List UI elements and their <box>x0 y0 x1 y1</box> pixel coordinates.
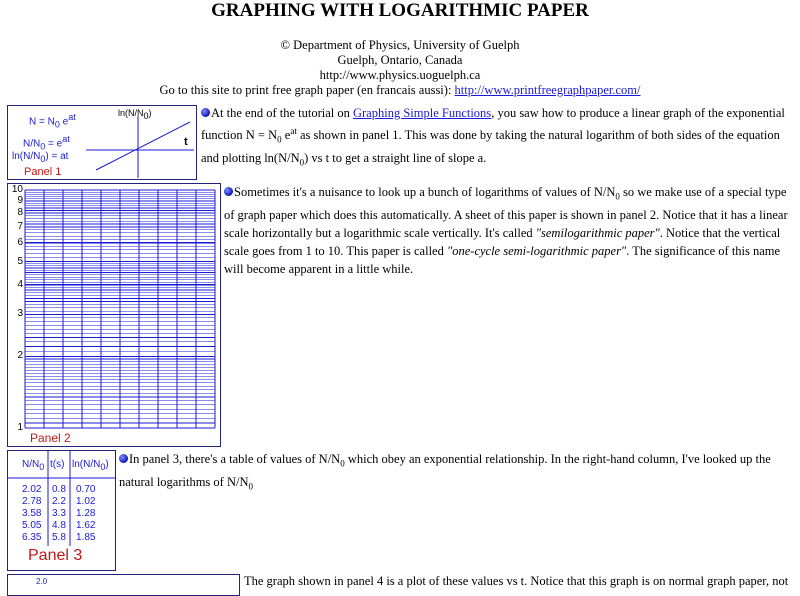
panel4-partial-label: 2.0 <box>36 577 48 586</box>
panel3-cell: 2.2 <box>52 496 66 507</box>
y-tick-label: 8 <box>17 207 23 219</box>
panel1-y-axis-label: $\ln(N/N_0)$ <box>118 108 152 121</box>
location-line: Guelph, Ontario, Canada <box>337 53 463 67</box>
panel3-cell: 0.8 <box>52 484 66 495</box>
panel-1 <box>7 105 197 180</box>
panel3-cell: 1.62 <box>76 520 96 531</box>
bullet-icon <box>224 187 233 196</box>
y-tick-label: 5 <box>17 255 23 267</box>
page-title: GRAPHING WITH LOGARITHMIC PAPER <box>211 0 589 21</box>
panel2-caption: Panel 2 <box>30 431 71 445</box>
y-tick-label: 2 <box>17 350 23 362</box>
paragraph-4: The graph shown in panel 4 is a plot of these values vs t. Notice that this graph is on normal graph paper, not <box>244 574 789 588</box>
site-url-line: http://www.physics.uoguelph.ca <box>319 68 481 82</box>
panel1-eq3: $\ln(N/N_0)$ = at <box>12 151 69 164</box>
y-tick-label: 10 <box>11 184 23 195</box>
y-tick-label: 4 <box>17 278 23 290</box>
y-tick-label: 7 <box>17 220 23 232</box>
y-tick-label: 6 <box>17 236 23 248</box>
copyright-line: © Department of Physics, University of Guelph <box>280 38 520 52</box>
panel3-cell: 1.28 <box>76 508 96 519</box>
panel3-cell: 6.35 <box>22 532 42 543</box>
panel1-caption: Panel 1 <box>24 166 62 178</box>
panel1-x-axis-label: t <box>184 136 188 148</box>
panel3-header-ln: $\ln(N/N_0)$ <box>72 459 109 472</box>
panel3-cell: 5.8 <box>52 532 66 543</box>
panel3-header-time: t(s) <box>50 459 65 470</box>
graph-paper-line <box>0 83 800 98</box>
panel3-cell: 5.05 <box>22 520 42 531</box>
panel1-eq1: $N = N_0$ $e^{at}$ <box>29 112 76 130</box>
panel1-eq2: $N/N_0 = e^{at}$ <box>23 134 70 152</box>
paragraph-3: In panel 3, there's a table of values of $N/N_0$ which obey an exponential relationship. In the right-hand column, I've looked up the natural logarithms of $N/N_0$ <box>119 452 771 491</box>
semilog-grid <box>8 184 220 446</box>
y-tick-label: 9 <box>17 194 23 206</box>
y-tick-label: 3 <box>17 308 23 320</box>
panel3-cell: 0.70 <box>76 484 96 495</box>
graph-paper-link[interactable]: http://www.printfreegraphpaper.com/ <box>454 83 641 97</box>
paragraph-1: At the end of the tutorial on Graphing Simple Functions, you saw how to produce a linear graph of the exponential function $N = N_0$ $e^{at}$ as shown in panel 1. This was done by taking the natural logarithm of both sides of the equation and plotting $\ln(N/N_0)$ vs t to get a straight line of slope a. <box>201 106 785 168</box>
panel-3 <box>7 450 116 571</box>
y-tick-label: 1 <box>17 422 23 433</box>
panel3-cell: 1.85 <box>76 532 96 543</box>
panel3-cell: 2.78 <box>22 496 42 507</box>
graph-paper-text: Go to this site to print free graph paper (en francais aussi): <box>159 83 455 97</box>
panel3-header-ratio: $N/N_0$ <box>22 459 45 472</box>
panel3-cell: 1.02 <box>76 496 96 507</box>
panel3-cell: 3.3 <box>52 508 66 519</box>
bullet-icon <box>119 454 128 463</box>
panel3-caption: Panel 3 <box>28 547 83 564</box>
graphing-simple-functions-link[interactable]: Graphing Simple Functions <box>352 106 492 120</box>
panel-2 <box>7 183 221 447</box>
panel1-line <box>96 122 190 170</box>
paragraph-2: Sometimes it's a nuisance to look up a bunch of logarithms of values of $N/N_0$ so we make use of a special type of graph paper which does this automatically. A sheet of this paper is shown in panel 2. Notice that it has a linear scale horizontally but a logarithmic scale vertically. It's called "semilogarithmic paper". Notice that the vertical scale goes from 1 to 10. This paper is called "one-cycle semi-logarithmic paper". The significance of this name will become apparent in a little while. <box>224 185 788 276</box>
bullet-icon <box>201 108 210 117</box>
panel3-cell: 3.58 <box>22 508 42 519</box>
panel-4 <box>7 574 240 596</box>
panel3-cell: 2.02 <box>22 484 42 495</box>
panel3-cell: 4.8 <box>52 520 66 531</box>
